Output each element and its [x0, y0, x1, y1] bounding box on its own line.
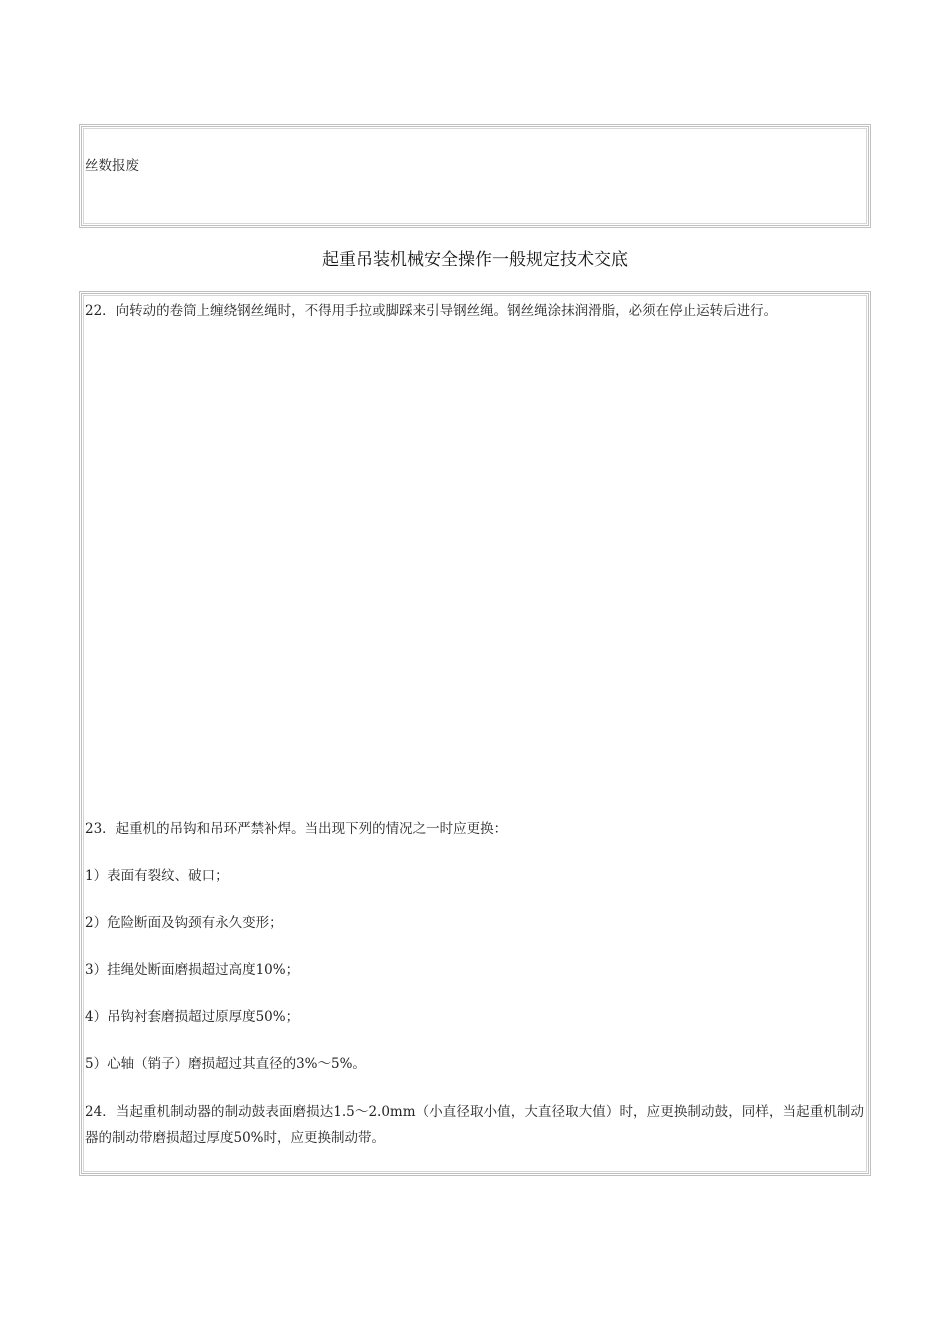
- clause-23-item-5: 5）心轴（销子）磨损超过其直径的3%～5%。: [85, 1056, 366, 1072]
- top-table-cell: [79, 124, 871, 228]
- main-table-cell: [79, 291, 871, 1176]
- clause-23-item-3: 3）挂绳处断面磨损超过高度10%；: [85, 962, 300, 978]
- clause-22: 22．向转动的卷筒上缠绕钢丝绳时，不得用手拉或脚踩来引导钢丝绳。钢丝绳涂抹润滑脂，必须在停止运转后进行。: [85, 303, 778, 319]
- clause-23-item-1: 1）表面有裂纹、破口；: [85, 868, 229, 884]
- clause-23-item-4: 4）吊钩衬套磨损超过原厚度50%；: [85, 1009, 300, 1025]
- clause-23: 23．起重机的吊钩和吊环严禁补焊。当出现下列的情况之一时应更换：: [85, 821, 508, 837]
- clause-24: 24．当起重机制动器的制动鼓表面磨损达1.5～2.0mm（小直径取小值，大直径取大值）时，应更换制动鼓，同样，当起重机制动器的制动带磨损超过厚度50%时，应更换制动带。: [85, 1104, 864, 1146]
- top-cell-inner-border: [83, 128, 867, 224]
- top-cell-text: 丝数报废: [85, 158, 139, 174]
- main-cell-inner-border: [83, 295, 867, 1172]
- section-title: 起重吊装机械安全操作一般规定技术交底: [322, 250, 628, 270]
- clause-23-item-2: 2）危险断面及钩颈有永久变形；: [85, 915, 283, 931]
